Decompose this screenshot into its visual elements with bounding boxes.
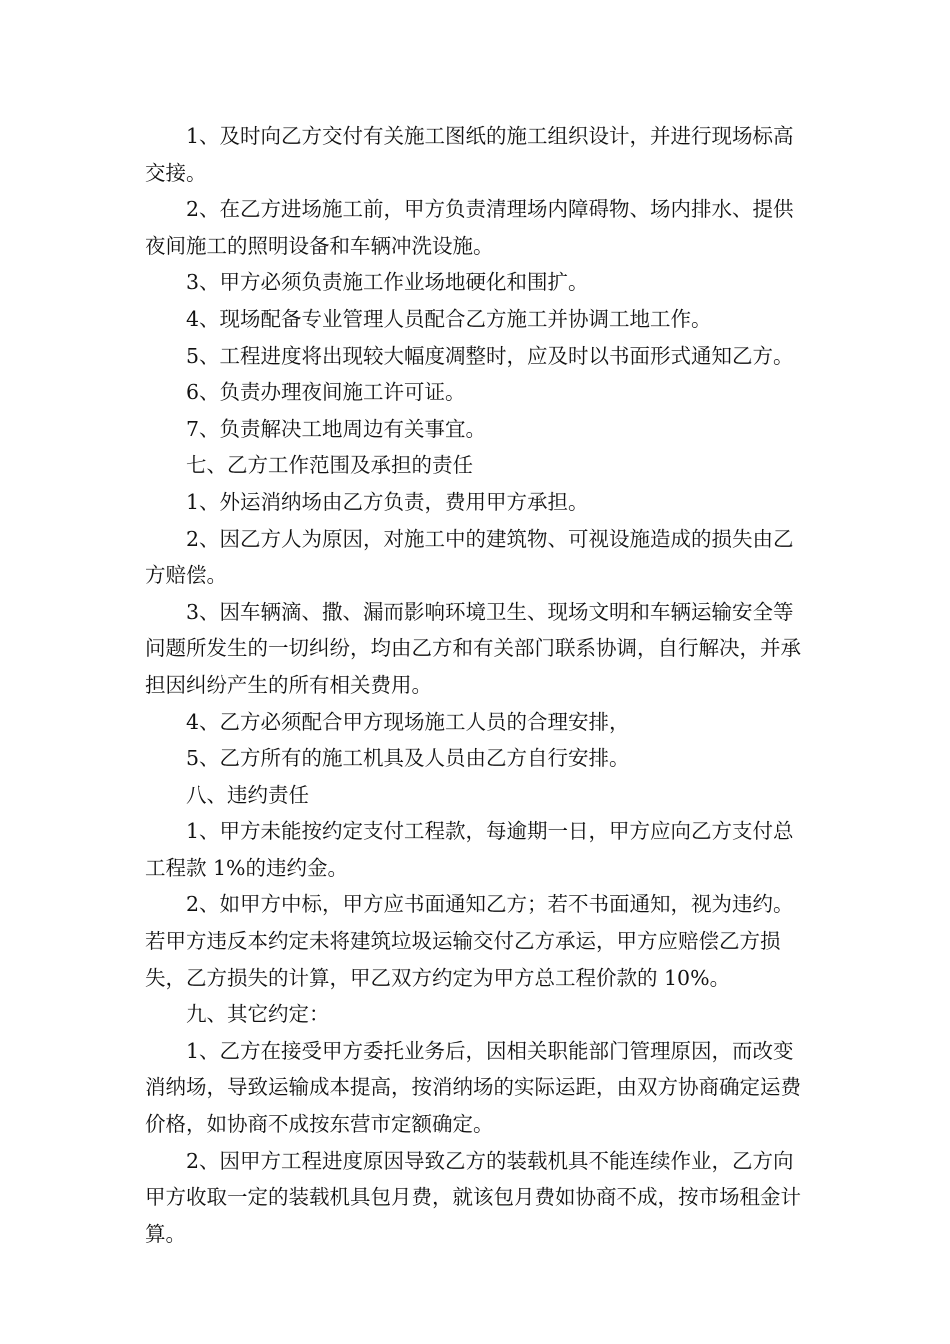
paragraph-breach-2: 2、如甲方中标，甲方应书面通知乙方；若不书面通知，视为违约。若甲方违反本约定未将建筑垃圾运输交付乙方承运，甲方应赔偿乙方损失，乙方损失的计算，甲乙双方约定为甲方总工程价款的 10%。 [145,892,794,990]
paragraph-breach-1: 1、甲方未能按约定支付工程款，每逾期一日，甲方应向乙方支付总工程款 1%的违约金。 [145,819,794,880]
document-body [145,118,810,1252]
section-heading-nine: 九、其它约定： [186,1002,330,1027]
paragraph-item-6: 6、负责办理夜间施工许可证。 [186,380,466,405]
section-heading-eight: 八、违约责任 [186,782,309,807]
paragraph-party-b-2: 2、因乙方人为原因，对施工中的建筑物、可视设施造成的损失由乙方赔偿。 [145,526,794,588]
paragraph-item-3: 3、甲方必须负责施工作业场地硬化和围扩。 [186,270,589,295]
paragraph-item-1: 1、及时向乙方交付有关施工图纸的施工组织设计，并进行现场标高交接。 [145,124,794,185]
paragraph-party-b-4: 4、乙方必须配合甲方现场施工人员的合理安排， [186,709,630,734]
paragraph-other-2: 2、因甲方工程进度原因导致乙方的装载机具不能连续作业，乙方向甲方收取一定的装载机具包月费，就该包月费如协商不成，按市场租金计算。 [145,1148,801,1246]
paragraph-item-2: 2、在乙方进场施工前，甲方负责清理场内障碍物、场内排水、提供夜间施工的照明设备和车辆冲洗设施。 [145,197,794,258]
paragraph-item-5: 5、工程进度将出现较大幅度凋整时，应及时以书面形式通知乙方。 [186,343,794,368]
paragraph-party-b-5: 5、乙方所有的施工机具及人员由乙方自行安排。 [186,746,630,771]
paragraph-party-b-1: 1、外运消纳场由乙方负责，费用甲方承担。 [186,489,589,514]
paragraph-other-1: 1、乙方在接受甲方委托业务后，因相关职能部门管理原因，而改变消纳场，导致运输成本提高，按消纳场的实际运距，由双方协商确定运费价格，如协商不成按东营市定额确定。 [145,1038,801,1137]
paragraph-item-7: 7、负责解决工地周边有关事宜。 [186,416,487,441]
section-heading-seven: 七、乙方工作范围及承担的责任 [186,453,473,478]
paragraph-item-4: 4、现场配备专业管理人员配合乙方施工并协调工地工作。 [186,306,712,331]
paragraph-party-b-3: 3、因车辆滴、撒、漏而影响环境卫生、现场文明和车辆运输安全等问题所发生的一切纠纷，均由乙方和有关部门联系协调，自行解决，并承担因纠纷产生的所有相关费用。 [145,599,801,697]
